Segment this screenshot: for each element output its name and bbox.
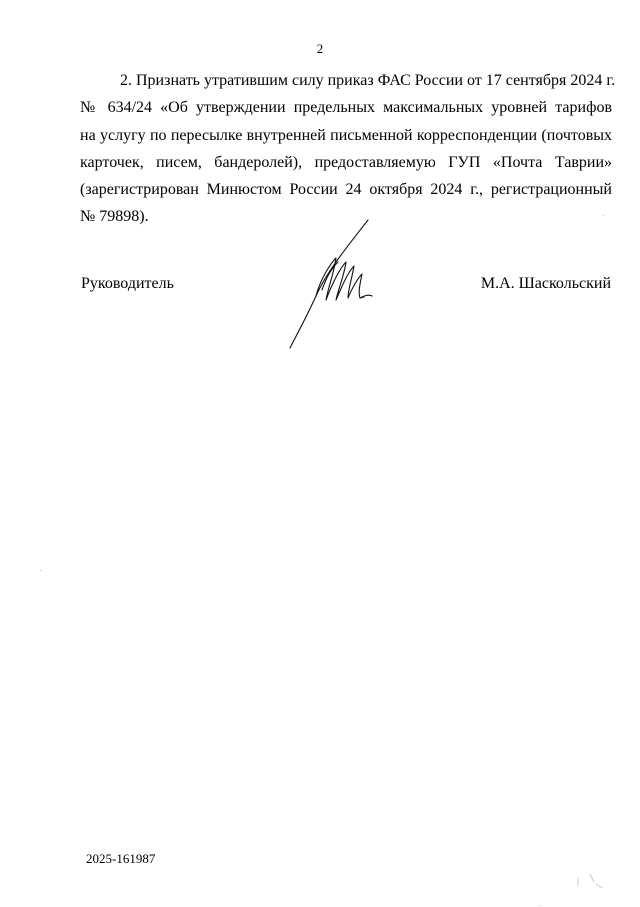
paragraph-line: на услугу по пересылке внутренней письменной корреспонденции (почтовых — [80, 126, 612, 144]
scan-artifact — [576, 870, 606, 890]
signer-title: Руководитель — [81, 275, 174, 292]
document-registration-number: 2025-161987 — [86, 851, 156, 866]
body-paragraph — [80, 67, 616, 231]
paragraph-line: карточек, писем, бандеролей), предоставляемую ГУП «Почта Таврии» — [80, 153, 612, 171]
scan-speck — [40, 570, 41, 571]
paragraph-line: № 79898). — [80, 208, 149, 226]
page-number: 2 — [316, 41, 324, 56]
paragraph-line: (зарегистрирован Минюстом России 24 октября 2024 г., регистрационный — [80, 181, 612, 199]
handwritten-signature — [286, 218, 376, 353]
signer-name: М.А. Шаскольский — [480, 275, 611, 292]
paragraph-line: 2. Признать утратившим силу приказ ФАС России от 17 сентября 2024 г. — [120, 72, 616, 89]
paragraph-line: № 634/24 «Об утверждении предельных максимальных уровней тарифов — [80, 99, 612, 117]
scan-speck — [540, 905, 541, 906]
scan-speck — [603, 215, 604, 216]
